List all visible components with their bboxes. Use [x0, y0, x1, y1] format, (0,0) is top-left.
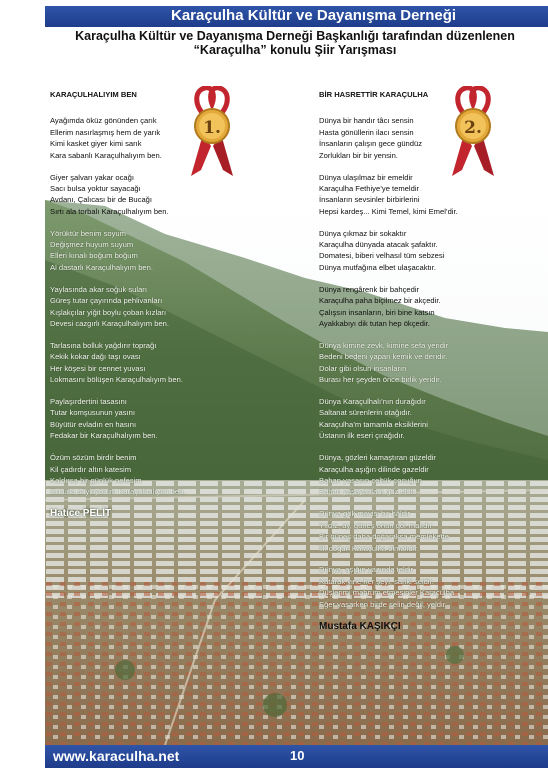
poem-line: İnsanların sevsinler birbirlerini [319, 195, 420, 205]
poem-title: BİR HASRETTİR KARAÇULHA [319, 90, 429, 99]
poem-line: Elleri kınalı boğum boğum [50, 251, 138, 261]
poem-line: Özüm sözüm birdir benim [50, 453, 137, 463]
poem-line: Dünya gök mavisi bir hâldir [319, 509, 411, 519]
poem-line: Bir güneş daha doğaraksa memlekette [319, 532, 450, 542]
poem-line: Dünya, gözleri kamaştıran güzeldir [319, 453, 436, 463]
poem-line: Domatesi, biberi velhasıl tüm sebzesi [319, 251, 445, 261]
poem-second-place [319, 89, 458, 632]
poem-line: Bahan yaşasın çeltük çocuğun [319, 475, 423, 485]
poem-line: Al dastarlı Karaçulhalıyım ben. [50, 262, 153, 272]
footer-band [45, 745, 548, 768]
poem-line: İnsanların çalışın gece gündüz [319, 139, 423, 149]
poem-line: Sacı bulsa yoktur sayacağı [50, 183, 141, 193]
first-place-ribbon-icon [187, 86, 237, 178]
poem-line: Dünya rengârenk bir bahçedir [319, 284, 420, 294]
poem-line: Kışlakçılar yiğit boylu çoban kızları [50, 307, 167, 317]
poem-line: Hasta gönüllerin ilacı sensin [319, 127, 414, 137]
poem-line: Devesi cazgırlı Karaçulhalıyım ben. [50, 319, 170, 328]
stanza [50, 228, 185, 274]
stanza [319, 452, 458, 498]
poem-line: Kara sabanlı Karaçulhalıyım ben. [50, 150, 162, 160]
stanza [319, 228, 458, 274]
poem-line: Paylaşırdertini tasasını [50, 397, 127, 407]
poem-line: Yıldız, ay, güneş onun gör malıdır [319, 520, 432, 530]
stanza [319, 115, 458, 161]
title-line-1: Karaçulha Kültür ve Dayanışma Derneği Başkanlığı tarafından düzenlenen [75, 29, 515, 43]
poem-author: Mustafa KAŞIKÇI [319, 620, 401, 632]
poem-line: Büyütür evladın en hasını [50, 419, 137, 429]
stanza [319, 284, 458, 330]
poem-line: Yaylasında akar soğuk suları [50, 284, 147, 294]
stanza [50, 396, 185, 442]
poem-line: Karaçulha Fethiye’ye temeldir [319, 183, 420, 193]
stanza [319, 564, 458, 610]
header-band [45, 6, 548, 27]
poem-line: Gururla söylüyorum Karaçulhalıyım ben. [50, 487, 186, 497]
poem-line: Karaçulha aşığın dilinde gazeldir [319, 464, 429, 474]
poem-author: Hatice PELİT [50, 508, 112, 520]
poem-line: Kekik kokar dağı taşı ovası [50, 352, 141, 362]
poem-line: Tutar komşusunun yasını [50, 408, 135, 418]
poem-title: KARAÇULHALIYIM BEN [50, 90, 137, 99]
stanza [50, 284, 185, 330]
poem-first-place [50, 89, 185, 520]
poem-line: Dünya kimine zevk, kimine sefa yeridir [319, 340, 449, 350]
poem-line: Tarlasına bolluk yağdırır toprağı [50, 340, 157, 350]
stanza [319, 340, 458, 386]
stanza [50, 115, 185, 161]
page-number: 10 [290, 748, 305, 763]
poem-line: Lokmasını bölüşen Karaçulhalıyım ben. [50, 375, 183, 385]
association-name: Karaçulha Kültür ve Dayanışma Derneği [171, 7, 457, 24]
second-place-number: 2. [464, 118, 482, 138]
stanza [319, 396, 458, 442]
stanza [319, 172, 458, 218]
poem-line: Giyer şalvarı yakar ocağı [50, 172, 134, 182]
poem-line: Hepsi kardeş... Kimi Temel, kimi Emel’dir. [319, 206, 458, 216]
poem-line: İlk doğan Karaçulha olmalıdır. [319, 543, 420, 553]
poem-line: Çalışsın insanların, biri bine katsın [319, 307, 435, 317]
poem-line: Kil çadırdır altın katesim [50, 464, 132, 474]
poem-line: Saltanat sürenlerin otağıdır. [319, 408, 412, 418]
poem-line: Karaçulha dünyada atacak şafaktır. [319, 240, 438, 250]
poem-line: Dünya, aşığın yazında teldir [319, 565, 414, 575]
poem-line: Değişmez huyum suyum [50, 240, 134, 250]
poem-line: Avdanı, Çalıcası bir de Bucağı [50, 195, 153, 205]
poem-line: Bedeni bedeni yapan kemik ve deridir. [319, 352, 448, 362]
poem-line: Fedakar bir Karaçulhalıyım ben. [50, 431, 158, 441]
stanza [50, 172, 185, 218]
poem-line: Dünya çıkmaz bir sokaktır [319, 228, 407, 238]
page-title [60, 29, 530, 57]
poem-line: Eğer yaşarken birde selin değil, yeldir. [319, 599, 447, 609]
poem-line: Zorlukları bir bir yensin. [319, 150, 398, 160]
poem-line: Her köşesi bir cennet yuvası [50, 363, 146, 373]
poem-line: Ayağımda öküz gönünden çarık [50, 116, 157, 126]
poem-line: Ellerim nasırlaşmış hem de yarık [50, 127, 161, 137]
poem-line: Düşlerimi mahrum etmesinler Karaçulha [319, 588, 455, 598]
stanza [319, 508, 458, 554]
poem-line: Yörüktür benim soyum [50, 228, 126, 238]
stanza [50, 452, 185, 498]
poem-line: Dünya Karaçulhalı’nın durağıdır [319, 397, 426, 407]
poem-line: Dünya mutfağına elbet ulaşacaktır. [319, 262, 436, 272]
poem-line: Güreş tutar çayırında pehlivanları [50, 296, 163, 306]
second-place-ribbon-icon [448, 86, 498, 178]
poem-line: Karaçulha’m tamamla eksiklerini [319, 419, 428, 429]
first-place-number: 1. [203, 118, 221, 138]
title-line-2: “Karaçulha” konulu Şiir Yarışması [193, 43, 397, 57]
poem-line: Karaçulha paha biçilmez bir akçedir. [319, 296, 441, 306]
poem-line: Katarak yine her şeyi, sanki seldir. [319, 576, 434, 586]
stanza [50, 340, 185, 386]
website-link[interactable]: www.karaculha.net [53, 748, 180, 764]
poem-line: Kimi kasket giyer kimi sarık [50, 139, 142, 149]
poem-line: Sırtı ala torbalı Karaçulhalıyım ben. [50, 206, 169, 216]
poem-line: Üstanın ilk eseri çırağıdır. [319, 431, 405, 441]
poem-line: Dolar gibi olsun insanların [319, 363, 407, 373]
poem-line: Burası her şeyden önce birlik yeridir. [319, 375, 442, 385]
poem-line: Kaldırsa bir günlük nefesim [50, 475, 142, 485]
poem-line: Dünya bir handır tâcı sensin [319, 116, 414, 126]
poem-line: Bahan yaşayanlara göz eldir. [319, 487, 417, 497]
poem-line: Dünya ulaşılmaz bir emeldir [319, 172, 413, 182]
poem-line: Ayakkabıyı dik tutan hep ökçedir. [319, 319, 430, 328]
